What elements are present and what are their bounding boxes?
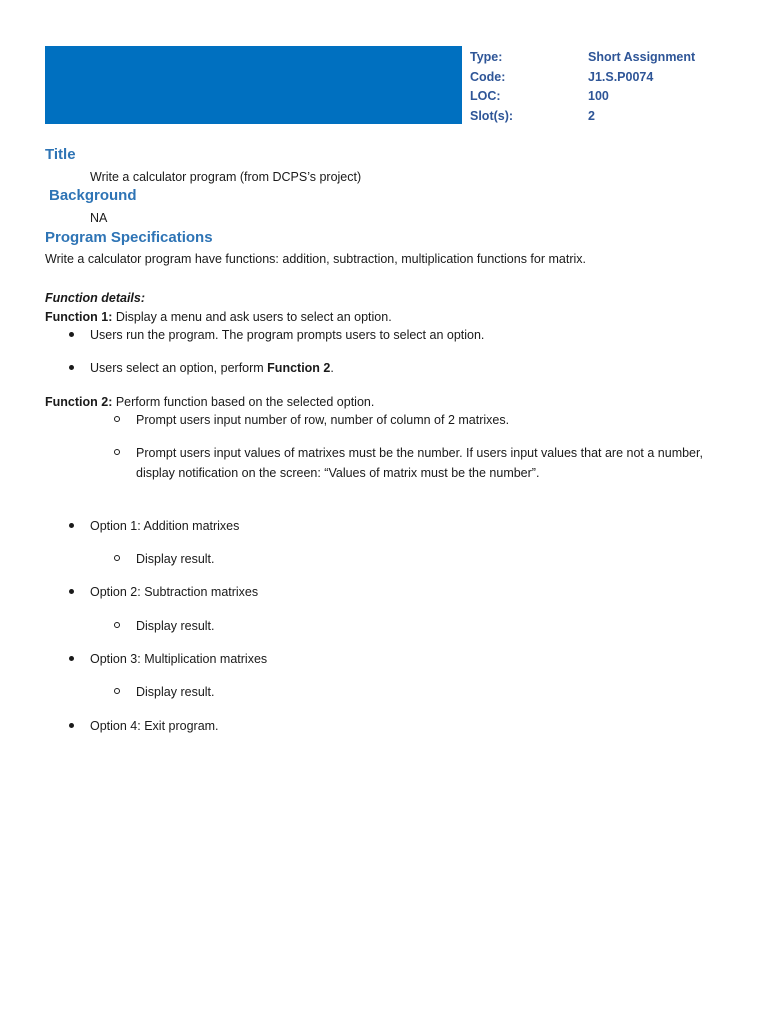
function-details-label: Function details: bbox=[45, 291, 145, 305]
meta-slots-row bbox=[470, 107, 750, 127]
option-2: Option 2: Subtraction matrixes bbox=[90, 585, 259, 599]
background-text: NA bbox=[90, 211, 108, 225]
bullet-circle bbox=[114, 688, 120, 694]
bullet-dot bbox=[69, 365, 74, 370]
assignment-meta bbox=[470, 48, 750, 126]
meta-loc-row bbox=[470, 87, 750, 107]
bullet-dot bbox=[69, 523, 74, 528]
option-3-sub: Display result. bbox=[136, 685, 215, 699]
meta-key: Code: bbox=[470, 69, 506, 84]
function2-sub-bullet-1: Prompt users input number of row, number of column of 2 matrixes. bbox=[136, 413, 510, 427]
function1-label: Function 1: bbox=[45, 310, 113, 324]
header-banner bbox=[45, 46, 462, 124]
meta-value: 100 bbox=[588, 89, 609, 103]
background-heading: Background bbox=[49, 187, 137, 204]
function1-bullet-2: Users select an option, perform Function 2. bbox=[90, 361, 334, 375]
bullet-dot bbox=[69, 656, 74, 661]
function2-sub-bullet-2: Prompt users input values of matrixes must be the number. If users input values that are not a number, bbox=[136, 446, 703, 460]
option-3: Option 3: Multiplication matrixes bbox=[90, 652, 268, 666]
function2-label: Function 2: bbox=[45, 395, 113, 409]
title-heading: Title bbox=[45, 146, 76, 163]
option-2-sub: Display result. bbox=[136, 619, 215, 633]
function1-text: Display a menu and ask users to select an option. bbox=[112, 310, 392, 324]
bullet-dot bbox=[69, 589, 74, 594]
option-4: Option 4: Exit program. bbox=[90, 719, 219, 733]
option-1: Option 1: Addition matrixes bbox=[90, 519, 240, 533]
bullet-dot bbox=[69, 723, 74, 728]
meta-key: Type: bbox=[470, 50, 503, 64]
function2-text: Perform function based on the selected option. bbox=[112, 395, 375, 409]
option-1-sub: Display result. bbox=[136, 552, 215, 566]
bullet-circle bbox=[114, 416, 120, 422]
spec-heading: Program Specifications bbox=[45, 229, 213, 246]
bullet-dot bbox=[69, 332, 74, 337]
function2-line bbox=[45, 394, 374, 410]
bullet-circle bbox=[114, 555, 120, 561]
function1-line bbox=[45, 309, 392, 325]
meta-value: Short Assignment bbox=[588, 50, 696, 64]
bullet-circle bbox=[114, 622, 120, 628]
meta-code-row bbox=[470, 68, 750, 88]
spec-intro: Write a calculator program have functions: addition, subtraction, multiplication functions for matrix. bbox=[45, 252, 586, 266]
meta-key: LOC: bbox=[470, 89, 501, 103]
function1-bullet-1: Users run the program. The program prompts users to select an option. bbox=[90, 328, 485, 342]
bullet-circle bbox=[114, 449, 120, 455]
function2-sub-bullet-2-cont: display notification on the screen: “Values of matrix must be the number”. bbox=[136, 466, 540, 480]
meta-value: 2 bbox=[588, 108, 595, 123]
meta-type-row bbox=[470, 48, 750, 68]
meta-key: Slot(s): bbox=[470, 108, 514, 123]
meta-value: J1.S.P0074 bbox=[588, 69, 654, 84]
title-text: Write a calculator program (from DCPS’s project) bbox=[90, 170, 362, 184]
